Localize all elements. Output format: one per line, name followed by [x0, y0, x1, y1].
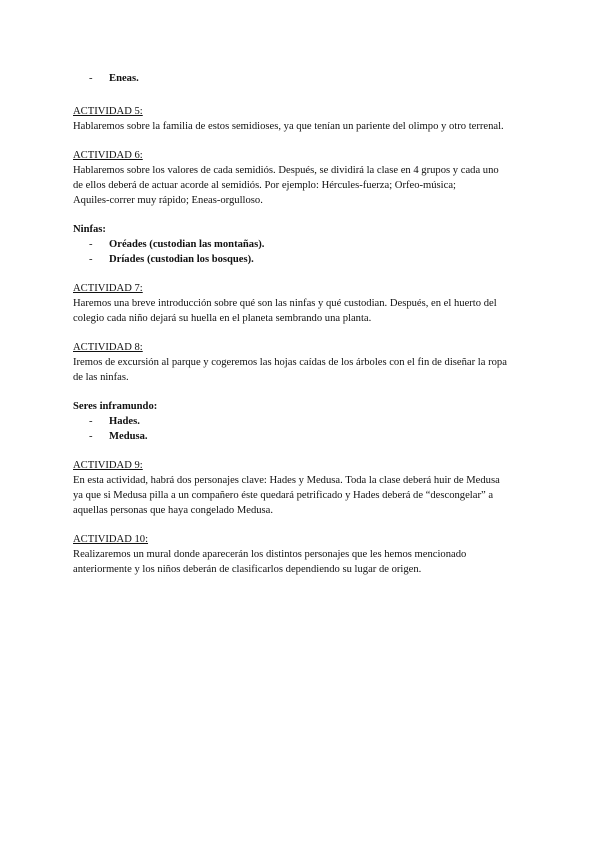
list-item — [73, 252, 533, 267]
text-line: colegio cada niño dejará su huella en el planeta sembrando una planta. — [73, 313, 372, 324]
inframundo-list — [73, 414, 533, 444]
activity-7-text — [73, 296, 533, 326]
ninfas-list — [73, 237, 533, 267]
text-line: Haremos una breve introducción sobre qué son las ninfas y qué custodian. Después, en el huerto del — [73, 298, 497, 309]
activity-7-heading: ACTIVIDAD 7: — [73, 283, 143, 294]
text-line: de las ninfas. — [73, 372, 129, 383]
text-line: Iremos de excursión al parque y cogeremos las hojas caídas de los árboles con el fin de diseñar la ropa — [73, 357, 507, 368]
activity-9-heading: ACTIVIDAD 9: — [73, 460, 143, 471]
list-item — [73, 414, 533, 429]
bullet-dash: - — [89, 239, 93, 250]
activity-8-heading: ACTIVIDAD 8: — [73, 342, 143, 353]
intro-list — [73, 71, 533, 86]
text-line: Aquiles-correr muy rápido; Eneas-orgulloso. — [73, 195, 263, 206]
text-line: aquellas personas que haya congelado Medusa. — [73, 505, 274, 516]
list-item-text: Oréades (custodian las montañas). — [109, 239, 265, 250]
bullet-dash: - — [89, 416, 93, 427]
inframundo-title: Seres inframundo: — [73, 401, 158, 412]
activity-9-text — [73, 473, 533, 518]
bullet-dash: - — [89, 73, 93, 84]
list-item-text: Hades. — [109, 416, 140, 427]
text-line: En esta actividad, habrá dos personajes clave: Hades y Medusa. Toda la clase deberá huir de Medusa — [73, 475, 500, 486]
list-item-text: Medusa. — [109, 431, 148, 442]
activity-8-text — [73, 355, 533, 385]
activity-6-text — [73, 163, 533, 208]
activity-10-heading: ACTIVIDAD 10: — [73, 534, 149, 545]
text-line: anteriormente y los niños deberán de clasificarlos dependiendo su lugar de origen. — [73, 564, 422, 575]
bullet-dash: - — [89, 431, 93, 442]
list-item-text: Dríades (custodian los bosques). — [109, 254, 254, 265]
list-item — [73, 237, 533, 252]
list-item — [73, 429, 533, 444]
document-content — [73, 69, 533, 577]
activity-6-heading: ACTIVIDAD 6: — [73, 150, 143, 161]
text-line: ya que si Medusa pilla a un compañero éste quedará petrificado y Hades deberá de “descongelar” a — [73, 490, 494, 501]
bullet-dash: - — [89, 254, 93, 265]
activity-5-text: Hablaremos sobre la familia de estos semidioses, ya que tenían un pariente del olimpo y otro terrenal. — [73, 121, 504, 132]
text-line: Realizaremos un mural donde aparecerán los distintos personajes que les hemos mencionado — [73, 549, 467, 560]
text-line: Hablaremos sobre los valores de cada semidiós. Después, se dividirá la clase en 4 grupos y cada uno — [73, 165, 499, 176]
list-item — [73, 71, 533, 86]
list-item-text: Eneas. — [109, 73, 139, 84]
activity-5-heading: ACTIVIDAD 5: — [73, 106, 143, 117]
ninfas-title: Ninfas: — [73, 224, 106, 235]
activity-10-text — [73, 547, 533, 577]
text-line: de ellos deberá de actuar acorde al semidiós. Por ejemplo: Hércules-fuerza; Orfeo-música; — [73, 180, 456, 191]
